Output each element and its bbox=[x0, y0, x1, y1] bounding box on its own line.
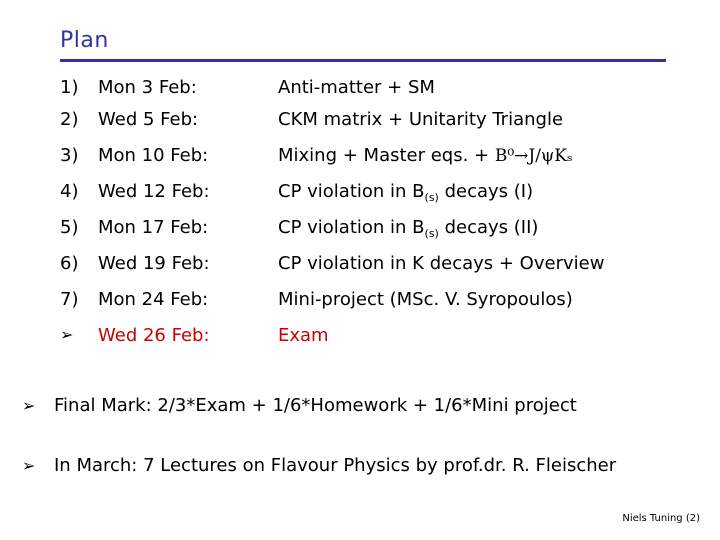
row-date: Mon 10 Feb: bbox=[98, 145, 209, 166]
topic-subscript: (s) bbox=[424, 191, 439, 204]
row-topic bbox=[278, 141, 573, 171]
row-topic: CP violation in K decays + Overview bbox=[278, 253, 605, 274]
topic-text-end: decays (I) bbox=[438, 181, 534, 202]
row-date: Mon 17 Feb: bbox=[98, 217, 209, 238]
row-date: Wed 12 Feb: bbox=[98, 181, 210, 202]
schedule-row-7 bbox=[60, 285, 710, 315]
decay-formula: B⁰→J/ψKₛ bbox=[494, 146, 573, 166]
schedule-row-4 bbox=[60, 177, 710, 207]
schedule-row-3 bbox=[60, 141, 710, 171]
row-date: Mon 3 Feb: bbox=[98, 77, 197, 98]
row-topic: Exam bbox=[278, 325, 329, 346]
row-number: 3) bbox=[60, 145, 79, 166]
schedule-row-2 bbox=[60, 105, 710, 135]
row-number: 5) bbox=[60, 217, 79, 238]
row-date: Wed 26 Feb: bbox=[98, 325, 210, 346]
schedule-row-6 bbox=[60, 249, 710, 279]
arrow-bullet-icon: ➢ bbox=[22, 456, 36, 475]
row-date: Mon 24 Feb: bbox=[98, 289, 209, 310]
row-number: 2) bbox=[60, 109, 79, 130]
row-number: 7) bbox=[60, 289, 79, 310]
topic-text: CP violation in B bbox=[278, 217, 425, 238]
row-topic: CKM matrix + Unitarity Triangle bbox=[278, 109, 564, 130]
bullet-text: In March: 7 Lectures on Flavour Physics by prof.dr. R. Fleischer bbox=[54, 455, 617, 476]
title-underline bbox=[60, 59, 666, 62]
topic-text: Mixing + Master eqs. + bbox=[278, 145, 495, 166]
row-number: 1) bbox=[60, 77, 79, 98]
schedule-row-5 bbox=[60, 213, 710, 243]
row-number: 4) bbox=[60, 181, 79, 202]
schedule-row-1 bbox=[60, 73, 710, 103]
row-topic: Anti-matter + SM bbox=[278, 77, 435, 98]
row-topic bbox=[278, 177, 533, 207]
slide-title: Plan bbox=[60, 28, 109, 53]
row-topic bbox=[278, 213, 538, 243]
slide-footer: Niels Tuning (2) bbox=[622, 513, 700, 524]
arrow-bullet-icon: ➢ bbox=[60, 325, 74, 344]
topic-text-end: decays (II) bbox=[438, 217, 539, 238]
row-date: Wed 19 Feb: bbox=[98, 253, 210, 274]
topic-text: CP violation in B bbox=[278, 181, 425, 202]
schedule-row-exam bbox=[60, 321, 710, 351]
row-topic: Mini-project (MSc. V. Syropoulos) bbox=[278, 289, 573, 310]
arrow-bullet-icon: ➢ bbox=[22, 396, 36, 415]
bullet-text: Final Mark: 2/3*Exam + 1/6*Homework + 1/6*Mini project bbox=[54, 395, 577, 416]
topic-subscript: (s) bbox=[424, 227, 439, 240]
row-number: 6) bbox=[60, 253, 79, 274]
row-date: Wed 5 Feb: bbox=[98, 109, 199, 130]
